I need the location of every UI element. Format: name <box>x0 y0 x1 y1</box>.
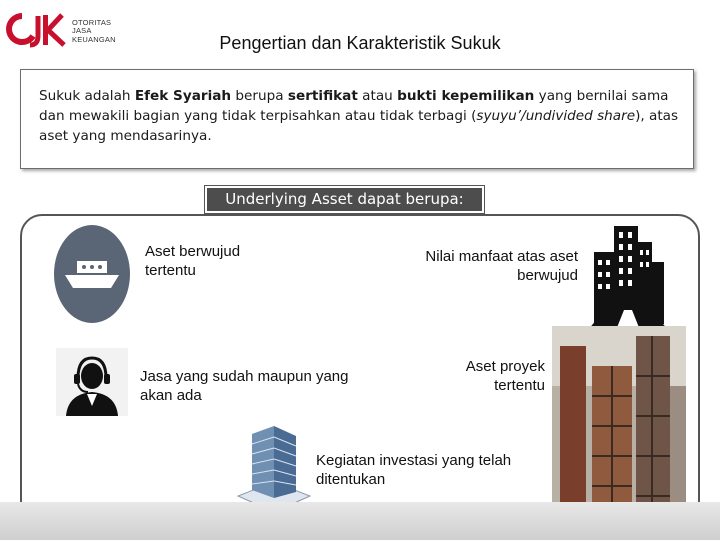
underlying-asset-banner: Underlying Asset dapat berupa: <box>205 186 484 213</box>
construction-site-icon <box>552 326 686 522</box>
footer-strip <box>0 502 720 540</box>
label-jasa: Jasa yang sudah maupun yang akan ada <box>140 368 349 404</box>
definition-text: Sukuk adalah Efek Syariah berupa sertifikat atau bukti kepemilikan yang bernilai sama dan mewakili bagian yang tidak terpisahkan atau tidak terbagi (syuyu’/undivided share), atas aset yang mendasarinya. <box>39 88 679 144</box>
page-title: Pengertian dan Karakteristik Sukuk <box>219 33 501 53</box>
buildings-icon <box>586 222 670 332</box>
ojk-logo-icon <box>6 12 68 48</box>
label-nilai-manfaat: Nilai manfaat atas aset berwujud <box>425 248 578 284</box>
ship-icon <box>53 224 131 324</box>
definition-box <box>20 69 694 169</box>
label-kegiatan-investasi: Kegiatan investasi yang telah ditentukan <box>316 452 512 488</box>
ojk-logo-words: OTORITAS JASA KEUANGAN <box>72 18 116 44</box>
label-aset-berwujud: Aset berwujud tertentu <box>145 243 241 279</box>
office-building-icon <box>234 424 314 514</box>
ojk-logo <box>6 10 118 52</box>
label-aset-proyek: Aset proyek tertentu <box>465 358 545 394</box>
call-center-icon <box>56 348 128 416</box>
